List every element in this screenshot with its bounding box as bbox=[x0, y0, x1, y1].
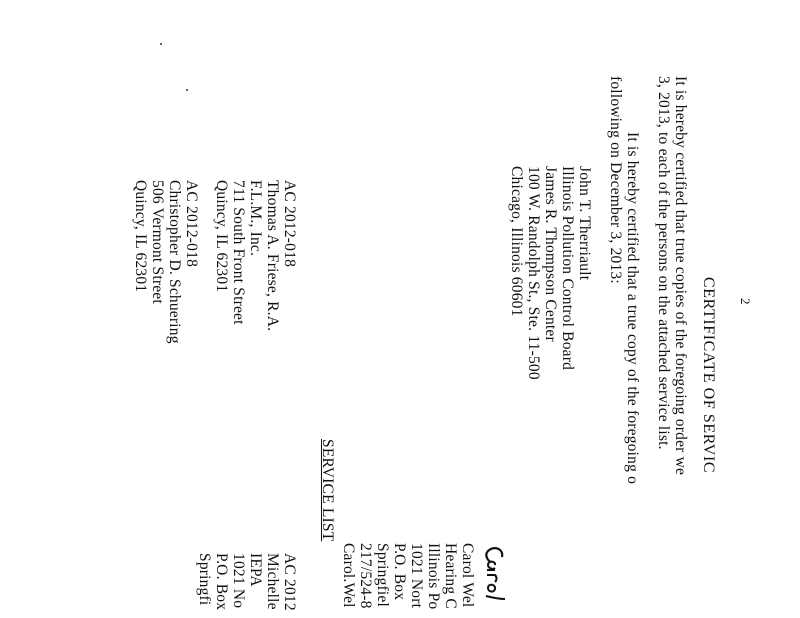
right-block-line-7: 217/524-8 bbox=[357, 543, 374, 609]
recipient-city: Chicago, Illinois 60601 bbox=[508, 166, 525, 317]
right-entry-line-4: 1021 No bbox=[230, 553, 247, 609]
right-entry-line-6: Springfi bbox=[196, 553, 213, 606]
right-entry-line-2: Michelle bbox=[264, 553, 281, 610]
right-block-line-3: Illinois Po bbox=[425, 543, 442, 610]
right-block-line-1: Carol Wel bbox=[459, 543, 476, 608]
right-entry-line-3: IEPA bbox=[247, 553, 264, 587]
entry-2-name: Christopher D. Schuering bbox=[166, 180, 183, 344]
recipient-org: Illinois Pollution Control Board bbox=[559, 166, 576, 371]
recipient-name: John T. Therriault bbox=[576, 166, 593, 281]
right-block-line-5: P.O. Box bbox=[391, 543, 408, 601]
service-list-heading: SERVICE LIST bbox=[319, 439, 336, 542]
entry-2-street: 506 Vermont Street bbox=[149, 180, 166, 304]
certificate-title: CERTIFICATE OF SERVIC bbox=[700, 277, 717, 474]
entry-1-street: 711 South Front Street bbox=[230, 180, 247, 325]
right-entry-line-5: P.O. Box bbox=[213, 553, 230, 611]
certification-line-2: following on December 3, 2013: bbox=[607, 76, 624, 284]
handwritten-signature-icon bbox=[482, 543, 508, 618]
certification-line-1: It is hereby certified that a true copy of the foregoing o bbox=[624, 132, 641, 485]
intro-line-2: 3, 2013, to each of the persons on the attached service list. bbox=[655, 76, 672, 450]
entry-2-case: AC 2012-018 bbox=[183, 180, 200, 268]
right-block-line-4: 1021 Nort bbox=[408, 543, 425, 609]
entry-1-name: Thomas A. Friese, R.A. bbox=[264, 180, 281, 332]
right-block-line-8: Carol.Wel bbox=[340, 543, 357, 608]
page-number: 2 bbox=[738, 298, 753, 305]
right-entry-line-1: AC 2012 bbox=[281, 553, 298, 611]
recipient-street: 100 W. Randolph St., Ste. 11-500 bbox=[525, 166, 542, 380]
right-block-line-6: Springfiel bbox=[374, 543, 391, 607]
entry-1-case: AC 2012-018 bbox=[281, 180, 298, 268]
entry-1-company: F.L.M., Inc. bbox=[247, 180, 264, 257]
intro-line-1: It is hereby certified that true copies of the foregoing order we bbox=[672, 76, 689, 476]
recipient-building: James R. Thompson Center bbox=[542, 166, 559, 342]
entry-2-city: Quincy, IL 62301 bbox=[132, 180, 149, 293]
entry-1-city: Quincy, IL 62301 bbox=[213, 180, 230, 293]
right-block-line-2: Hearing C bbox=[442, 543, 459, 609]
